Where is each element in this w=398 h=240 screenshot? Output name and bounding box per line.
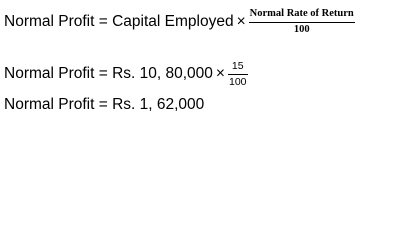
multiply-sign: ×	[236, 13, 246, 31]
fraction-numerator: 15	[231, 60, 244, 72]
result-text: Normal Profit = Rs. 1, 62,000	[4, 96, 205, 114]
fraction	[228, 61, 248, 87]
result-line	[4, 96, 204, 114]
fraction-numerator: Normal Rate of Return	[249, 8, 354, 19]
multiply-sign: ×	[215, 65, 225, 83]
formula-line	[4, 4, 355, 40]
substitution-lhs: Normal Profit = Rs. 10, 80,000	[4, 65, 213, 83]
fraction-denominator: 100	[228, 75, 247, 88]
fraction-denominator: 100	[293, 23, 310, 35]
formula-lhs: Normal Profit = Capital Employed	[4, 13, 234, 31]
substitution-line	[4, 58, 248, 90]
fraction	[249, 9, 355, 35]
